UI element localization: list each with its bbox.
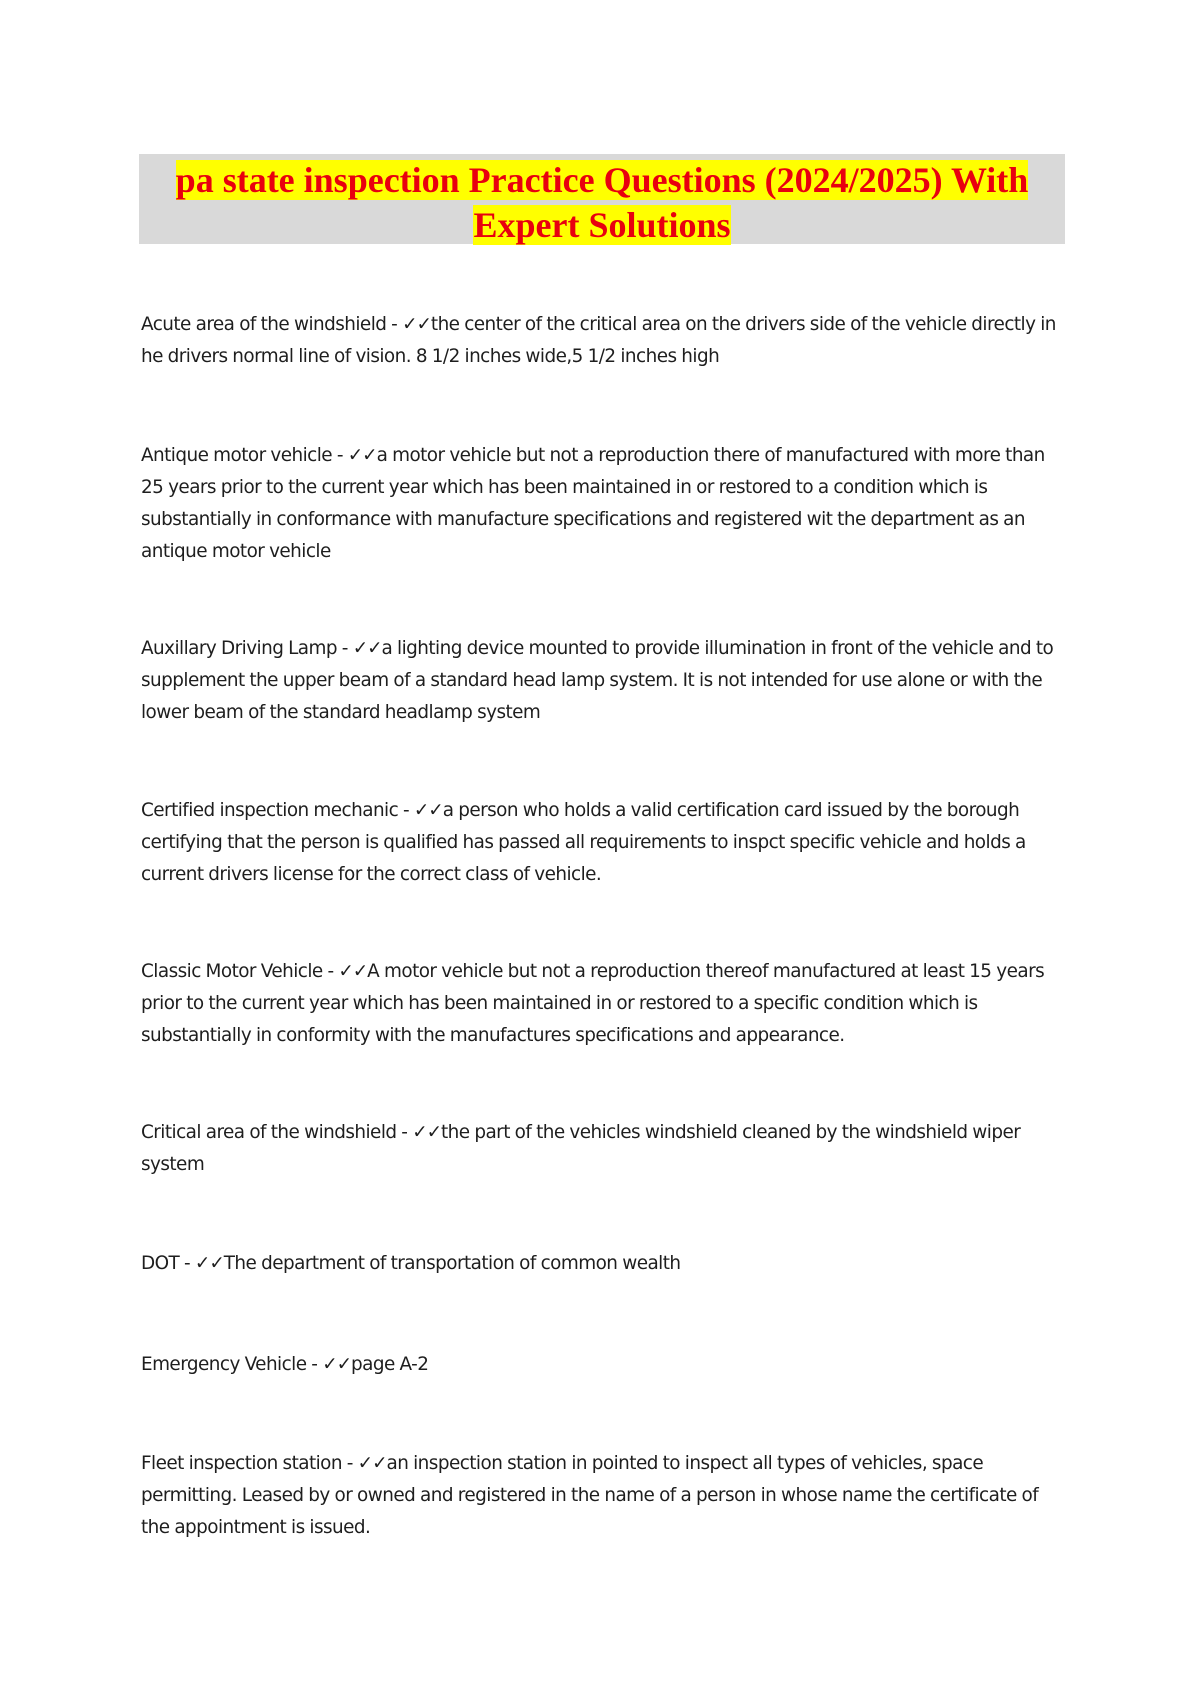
entry-separator: - <box>322 961 339 982</box>
definition-entry <box>141 1349 1061 1381</box>
check-marks-icon: ✓✓ <box>338 961 368 982</box>
entry-term: Acute area of the windshield <box>141 314 387 335</box>
entry-definition: a person who holds a valid certification card issued by the borough certifying that the person is qualified has passed all requirements to inspct specific vehicle and holds a current drivers license for the correct class of vehicle. <box>141 800 1026 885</box>
entry-term: DOT <box>141 1253 180 1274</box>
title-line-1: pa state inspection Practice Questions (2024/2025) With <box>175 160 1029 200</box>
entry-separator: - <box>396 1122 413 1143</box>
entry-definition: an inspection station in pointed to inspect all types of vehicles, space permitting. Leased by or owned and registered in the name of a person in whose name the certificate of the appointment is issued. <box>141 1453 1039 1538</box>
definition-entry <box>141 1448 1061 1544</box>
check-marks-icon: ✓✓ <box>322 1354 352 1375</box>
entry-definition: page A-2 <box>351 1354 429 1375</box>
title-line-2: Expert Solutions <box>473 205 731 245</box>
entry-term: Classic Motor Vehicle <box>141 961 323 982</box>
title-banner <box>139 154 1065 244</box>
definition-entry <box>141 633 1061 729</box>
entry-definition: a motor vehicle but not a reproduction there of manufactured with more than 25 years prior to the current year which has been maintained in or restored to a condition which is substantially in conformance with manufacture specifications and registered wit the department as an antique motor vehicle <box>141 445 1045 562</box>
entry-definition: The department of transportation of common wealth <box>223 1253 681 1274</box>
entry-definition: a lighting device mounted to provide illumination in front of the vehicle and to supplement the upper beam of a standard head lamp system. It is not intended for use alone or with the lower beam of the standard headlamp system <box>141 638 1054 723</box>
check-marks-icon: ✓✓ <box>194 1253 224 1274</box>
check-marks-icon: ✓✓ <box>352 638 382 659</box>
page-title <box>139 158 1065 248</box>
entry-separator: - <box>179 1253 195 1274</box>
definition-entry <box>141 956 1061 1052</box>
entry-term: Emergency Vehicle <box>141 1354 307 1375</box>
definition-entry <box>141 1117 1061 1181</box>
entry-term: Critical area of the windshield <box>141 1122 397 1143</box>
entry-separator: - <box>332 445 348 466</box>
check-marks-icon: ✓✓ <box>347 445 377 466</box>
entry-definition: the part of the vehicles windshield cleaned by the windshield wiper system <box>141 1122 1021 1175</box>
entry-separator: - <box>398 800 414 821</box>
entry-definition: A motor vehicle but not a reproduction thereof manufactured at least 15 years prior to the current year which has been maintained in or restored to a specific condition which is substantially in conformity with the manufactures specifications and appearance. <box>141 961 1045 1046</box>
definition-entry <box>141 1248 1061 1280</box>
definition-entry <box>141 309 1061 373</box>
definition-entry <box>141 795 1061 891</box>
check-marks-icon: ✓✓ <box>412 1122 442 1143</box>
entry-definition: the center of the critical area on the drivers side of the vehicle directly in he drivers normal line of vision. 8 1/2 inches wide,5 1/2 inches high <box>141 314 1056 367</box>
definition-entry <box>141 440 1061 568</box>
entry-separator: - <box>306 1354 323 1375</box>
check-marks-icon: ✓✓ <box>402 314 431 335</box>
entry-separator: - <box>337 638 353 659</box>
check-marks-icon: ✓✓ <box>413 800 443 821</box>
entry-term: Auxillary Driving Lamp <box>141 638 338 659</box>
entry-separator: - <box>341 1453 358 1474</box>
entry-term: Fleet inspection station <box>141 1453 342 1474</box>
entry-term: Certified inspection mechanic <box>141 800 399 821</box>
entry-separator: - <box>386 314 403 335</box>
check-marks-icon: ✓✓ <box>357 1453 387 1474</box>
entry-term: Antique motor vehicle <box>141 445 333 466</box>
